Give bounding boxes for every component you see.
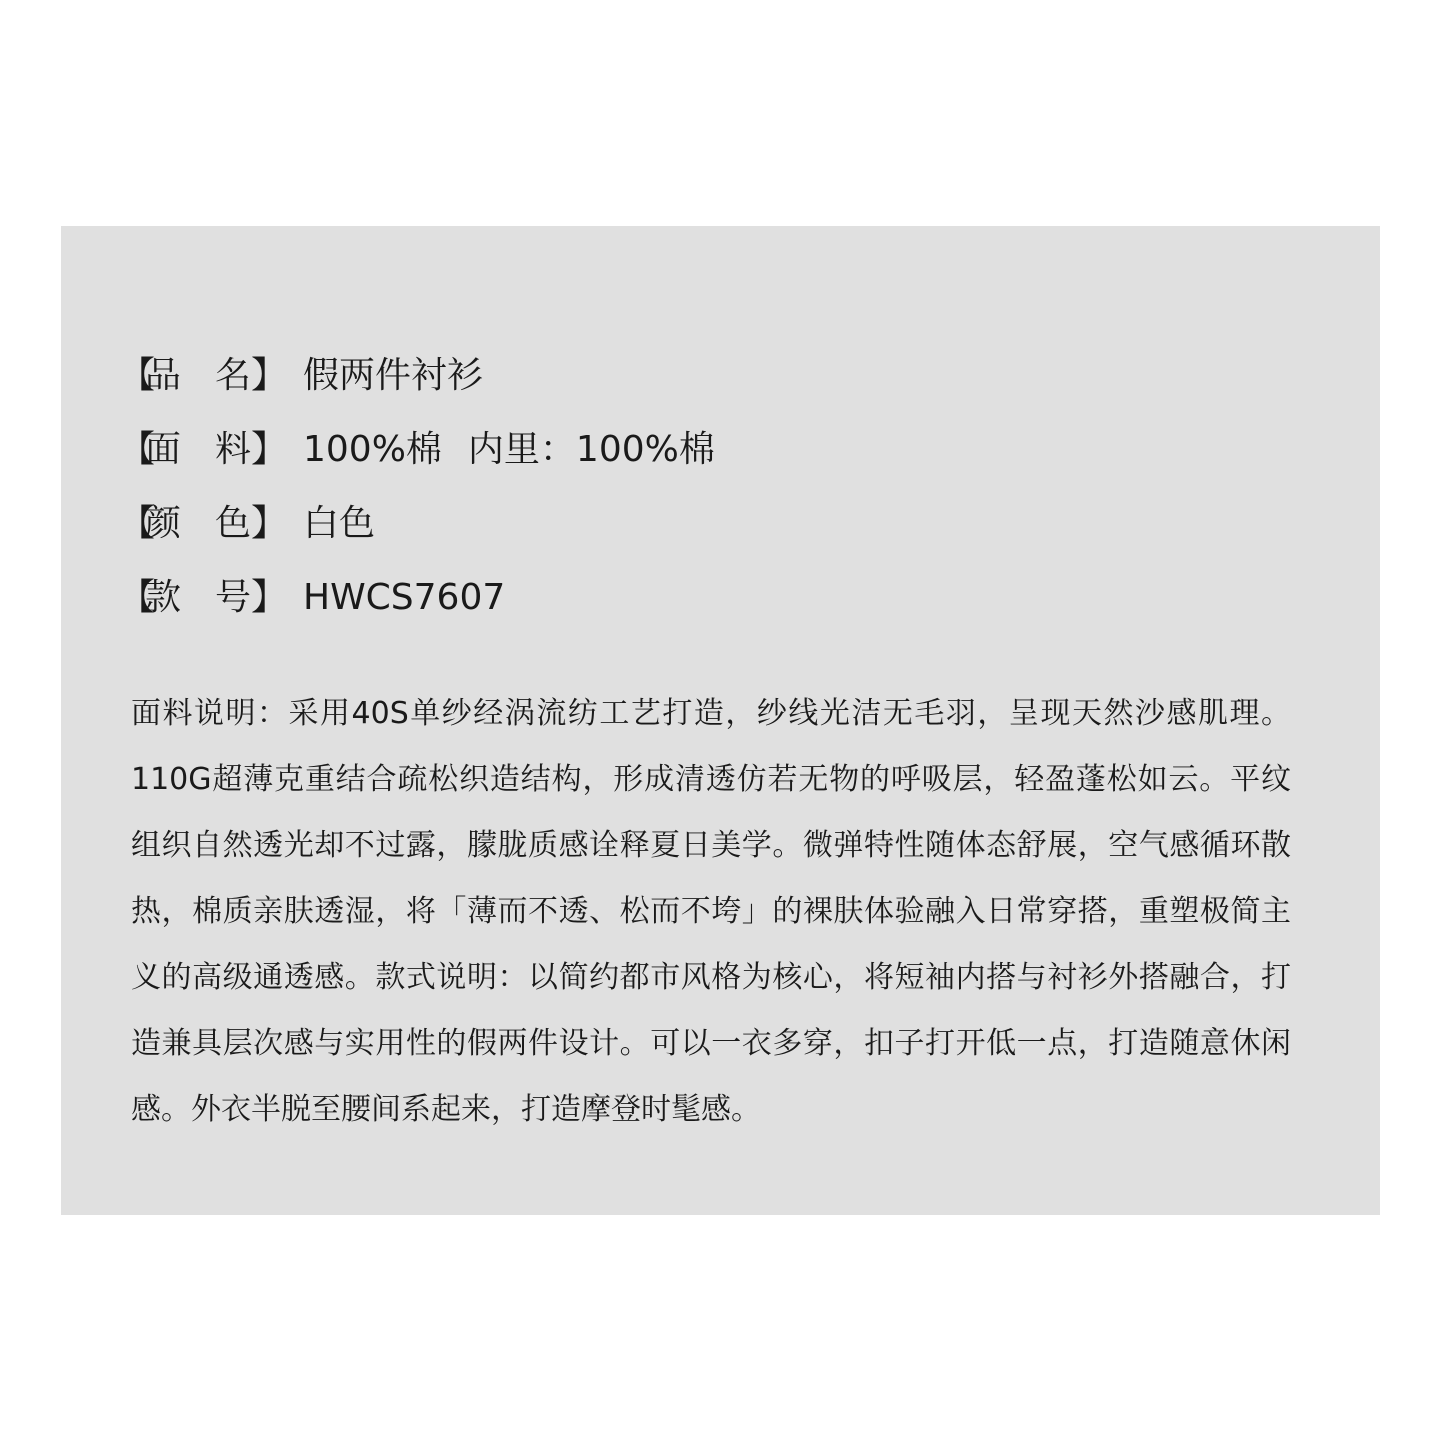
open-bracket: 【 bbox=[119, 429, 156, 470]
spec-list bbox=[119, 339, 715, 635]
spec-row-style-number bbox=[119, 561, 715, 635]
close-bracket: 】 bbox=[251, 355, 288, 396]
open-bracket: 【 bbox=[119, 503, 156, 544]
spec-row-name bbox=[119, 339, 715, 413]
label-char-1: 品 bbox=[145, 355, 182, 396]
close-bracket: 】 bbox=[251, 503, 288, 544]
open-bracket: 【 bbox=[119, 355, 156, 396]
spec-value-name: 假两件衬衫 bbox=[303, 355, 484, 396]
open-bracket: 【 bbox=[119, 577, 156, 618]
label-char-2: 料 bbox=[215, 429, 252, 470]
product-description: 面料说明：采用40S单纱经涡流纺工艺打造，纱线光洁无毛羽，呈现天然沙感肌理。110G超薄克重结合疏松织造结构，形成清透仿若无物的呼吸层，轻盈蓬松如云。平纹组织自然透光却不过露，朦胧质感诠释夏日美学。微弹特性随体态舒展，空气感循环散热，棉质亲肤透湿，将「薄而不透、松而不垮」的裸肤体验融入日常穿搭，重塑极简主义的高级通透感。款式说明：以简约都市风格为核心，将短袖内搭与衬衫外搭融合，打造兼具层次感与实用性的假两件设计。可以一衣多穿，扣子打开低一点，打造随意休闲感。外衣半脱至腰间系起来，打造摩登时髦感。 bbox=[131, 696, 1291, 1127]
spec-row-color bbox=[119, 487, 715, 561]
spec-value-style-number: HWCS7607 bbox=[303, 577, 506, 618]
spec-value-fabric bbox=[303, 413, 715, 487]
label-char-2: 号 bbox=[215, 577, 252, 618]
label-char-1: 颜 bbox=[145, 503, 182, 544]
spec-label bbox=[119, 561, 303, 635]
label-char-2: 色 bbox=[215, 503, 252, 544]
close-bracket: 】 bbox=[251, 429, 288, 470]
label-char-2: 名 bbox=[215, 355, 252, 396]
spec-label bbox=[119, 413, 303, 487]
close-bracket: 】 bbox=[251, 577, 288, 618]
spec-row-fabric bbox=[119, 413, 715, 487]
spec-label bbox=[119, 487, 303, 561]
product-info-panel bbox=[61, 226, 1380, 1215]
fabric-outer: 100%棉 bbox=[303, 429, 442, 470]
label-char-1: 面 bbox=[145, 429, 182, 470]
label-char-1: 款 bbox=[145, 577, 182, 618]
spec-label bbox=[119, 339, 303, 413]
spec-value-color: 白色 bbox=[303, 503, 376, 544]
fabric-lining: 内里：100%棉 bbox=[467, 429, 715, 470]
